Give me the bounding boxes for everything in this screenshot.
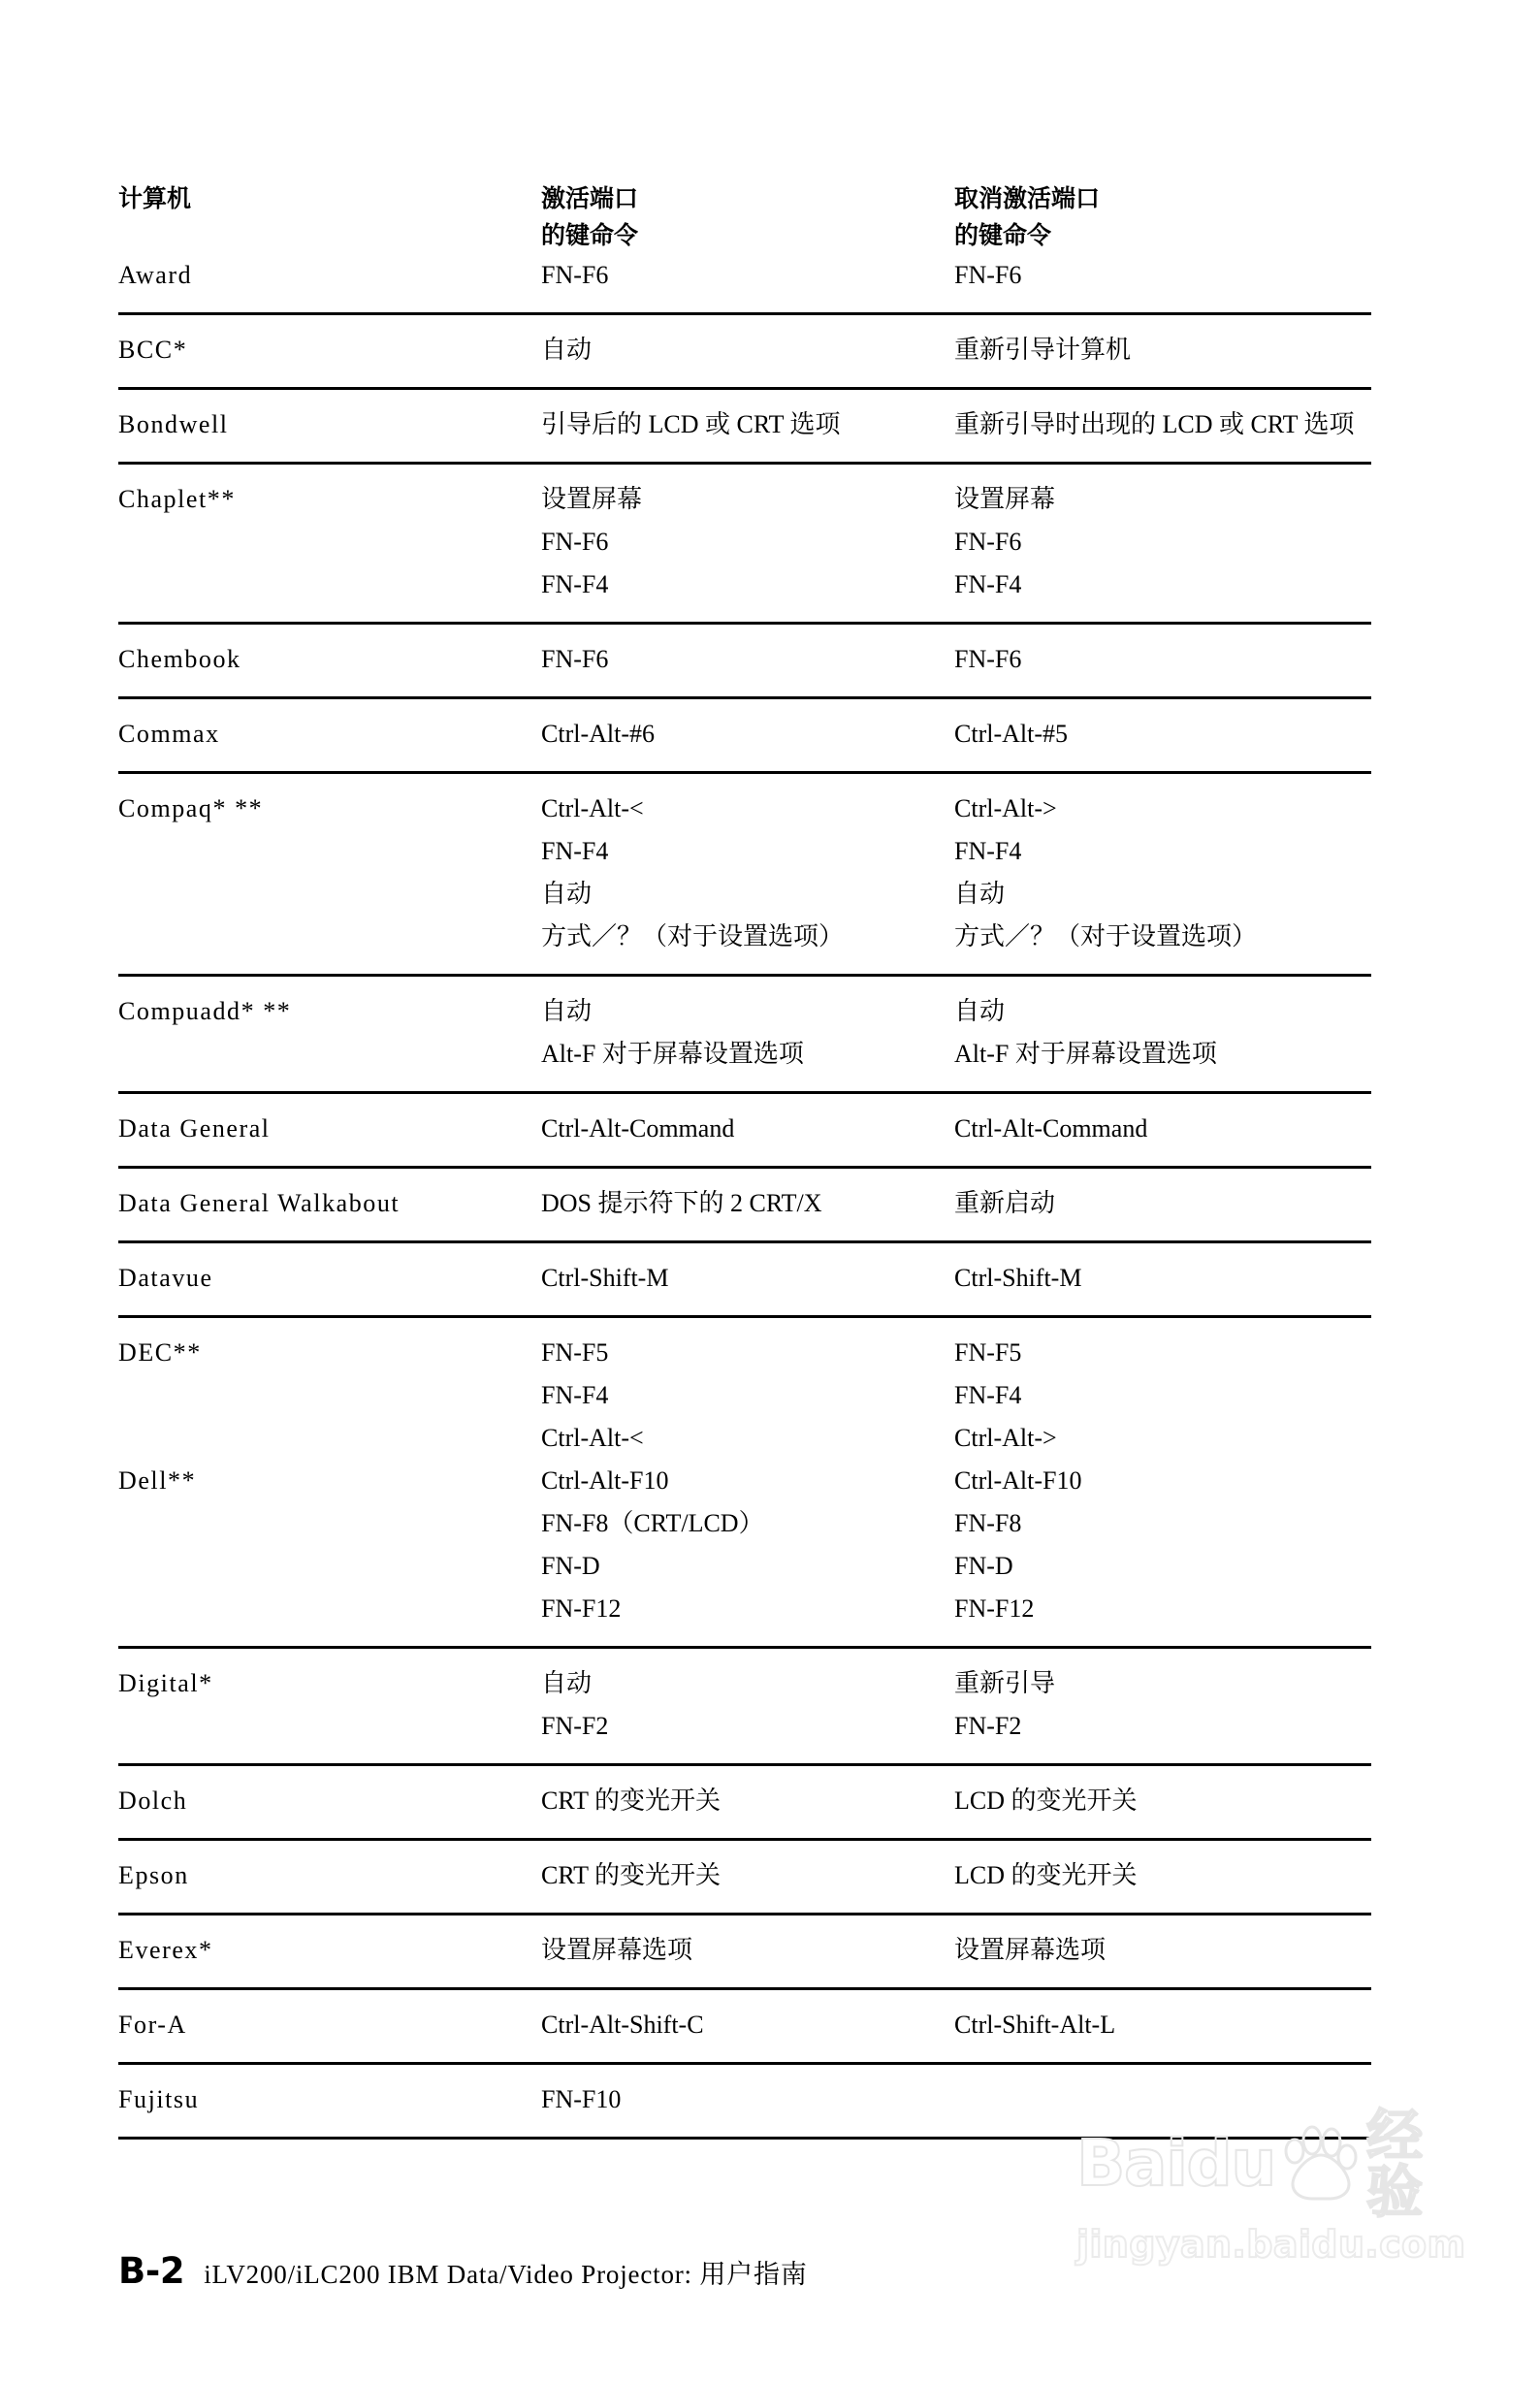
cell-computer-name <box>118 464 541 624</box>
command-line: Ctrl-Alt-Command <box>541 1114 735 1143</box>
computer-name-label: Chembook <box>118 645 241 673</box>
computer-name-label: Award <box>118 261 193 289</box>
column-header-deactivate-line2: 的键命令 <box>954 221 1052 249</box>
command-line: Alt-F 对于屏幕设置选项 <box>541 1040 804 1068</box>
command-line: FN-F4 <box>954 1381 1022 1409</box>
table-row <box>118 773 1371 976</box>
computer-name-label: Fujitsu <box>118 2085 200 2113</box>
command-line: 设置屏幕选项 <box>954 1936 1107 1964</box>
cell-deactivate-command <box>954 1989 1371 2064</box>
computer-name-label: Datavue <box>118 1264 213 1292</box>
table-header <box>118 180 1371 254</box>
column-header-activate <box>541 180 954 254</box>
command-line: 设置屏幕 <box>954 485 1056 513</box>
command-line: 自动 <box>541 336 593 364</box>
compatibility-table-wrapper <box>118 180 1371 2140</box>
column-header-computer <box>118 180 541 254</box>
command-line: Ctrl-Alt-> <box>954 794 1057 822</box>
command-line: Alt-F 对于屏幕设置选项 <box>954 1040 1217 1068</box>
cell-computer-name <box>118 1093 541 1168</box>
cell-activate-command <box>541 1242 954 1317</box>
table-row <box>118 1915 1371 1989</box>
table-row <box>118 1168 1371 1242</box>
table-row <box>118 1989 1371 2064</box>
cell-activate-command <box>541 1168 954 1242</box>
cell-deactivate-command <box>954 1093 1371 1168</box>
name-spacer <box>118 1374 541 1417</box>
cell-computer-name <box>118 1242 541 1317</box>
command-line: 方式／？（对于设置选项） <box>541 922 845 950</box>
table-row <box>118 2064 1371 2139</box>
table-row <box>118 464 1371 624</box>
computer-name-label-secondary: Dell** <box>118 1466 197 1495</box>
command-line: Ctrl-Shift-Alt-L <box>954 2011 1116 2039</box>
cell-deactivate-command <box>954 624 1371 698</box>
table-body <box>118 254 1371 2139</box>
watermark-url: jingyan.baidu.com <box>1076 2223 1466 2266</box>
cell-computer-name <box>118 624 541 698</box>
table-row <box>118 1765 1371 1840</box>
command-line: FN-F2 <box>954 1712 1022 1740</box>
watermark-brand-text: Baidu <box>1076 2126 1276 2201</box>
cell-computer-name <box>118 1168 541 1242</box>
cell-deactivate-command <box>954 773 1371 976</box>
computer-name-label: For-A <box>118 2011 187 2039</box>
cell-computer-name <box>118 1765 541 1840</box>
cell-deactivate-command <box>954 698 1371 773</box>
computer-name-label: Epson <box>118 1861 189 1889</box>
cell-deactivate-command <box>954 254 1371 314</box>
command-line: FN-F6 <box>541 645 609 673</box>
cell-activate-command <box>541 464 954 624</box>
cell-computer-name <box>118 1648 541 1765</box>
computer-name-label: Digital* <box>118 1669 213 1697</box>
cell-computer-name <box>118 1915 541 1989</box>
name-spacer <box>118 1417 541 1460</box>
table-row <box>118 1840 1371 1915</box>
cell-activate-command <box>541 624 954 698</box>
command-line: 重新引导计算机 <box>954 336 1132 364</box>
cell-computer-name <box>118 389 541 464</box>
computer-name-label: Bondwell <box>118 410 229 438</box>
table-row <box>118 1242 1371 1317</box>
computer-name-label: DEC** <box>118 1338 202 1367</box>
command-line: 方式／？（对于设置选项） <box>954 922 1258 950</box>
cell-deactivate-command <box>954 464 1371 624</box>
command-line: Ctrl-Alt-F10 <box>954 1466 1082 1495</box>
cell-activate-command <box>541 976 954 1093</box>
command-line: FN-F6 <box>954 261 1022 289</box>
computer-key-command-table <box>118 180 1371 2140</box>
command-line: 重新引导 <box>954 1669 1056 1697</box>
cell-activate-command <box>541 1093 954 1168</box>
command-line: Ctrl-Alt-Shift-C <box>541 2011 704 2039</box>
cell-activate-command <box>541 389 954 464</box>
cell-deactivate-command <box>954 2064 1371 2139</box>
command-line: Ctrl-Shift-M <box>954 1264 1082 1292</box>
command-line: 设置屏幕 <box>541 485 643 513</box>
footer-title: iLV200/iLC200 IBM Data/Video Projector: 用户指南 <box>204 2260 808 2289</box>
command-line: Ctrl-Alt-< <box>541 794 644 822</box>
table-row <box>118 1648 1371 1765</box>
command-line: 自动 <box>541 880 593 908</box>
cell-activate-command <box>541 1317 954 1648</box>
command-line: Ctrl-Alt-#6 <box>541 720 655 748</box>
computer-name-label: Compuadd* ** <box>118 997 292 1025</box>
cell-computer-name <box>118 1989 541 2064</box>
watermark-brand-cjk: 经验 <box>1366 2103 1424 2225</box>
command-line: FN-F4 <box>541 1381 609 1409</box>
page-number: B-2 <box>118 2250 185 2292</box>
cell-deactivate-command <box>954 1915 1371 1989</box>
computer-name-label: Everex* <box>118 1936 213 1964</box>
cell-deactivate-command <box>954 314 1371 389</box>
column-header-activate-line1: 激活端口 <box>541 184 639 212</box>
command-line: LCD 的变光开关 <box>954 1861 1138 1889</box>
cell-computer-name <box>118 2064 541 2139</box>
cell-activate-command <box>541 314 954 389</box>
column-header-deactivate <box>954 180 1371 254</box>
command-line: 重新引导时出现的 LCD 或 CRT 选项 <box>954 410 1355 438</box>
table-row <box>118 254 1371 314</box>
command-line: FN-D <box>954 1552 1013 1580</box>
command-line: FN-F5 <box>954 1338 1022 1367</box>
table-row <box>118 698 1371 773</box>
cell-activate-command <box>541 773 954 976</box>
cell-deactivate-command <box>954 1840 1371 1915</box>
cell-deactivate-command <box>954 976 1371 1093</box>
command-line: FN-F12 <box>541 1594 622 1623</box>
table-row <box>118 1093 1371 1168</box>
command-line: LCD 的变光开关 <box>954 1786 1138 1815</box>
column-header-activate-line2: 的键命令 <box>541 221 639 249</box>
command-line: Ctrl-Alt-#5 <box>954 720 1068 748</box>
command-line: FN-F6 <box>954 528 1022 556</box>
command-line: FN-F4 <box>954 570 1022 598</box>
cell-activate-command <box>541 1915 954 1989</box>
command-line: FN-F4 <box>954 837 1022 865</box>
cell-computer-name <box>118 1317 541 1648</box>
command-line: FN-F6 <box>541 261 609 289</box>
cell-activate-command <box>541 698 954 773</box>
cell-computer-name <box>118 314 541 389</box>
command-line: FN-F4 <box>541 570 609 598</box>
cell-activate-command <box>541 254 954 314</box>
command-line: DOS 提示符下的 2 CRT/X <box>541 1189 822 1217</box>
cell-deactivate-command <box>954 1168 1371 1242</box>
cell-computer-name <box>118 773 541 976</box>
table-row <box>118 314 1371 389</box>
cell-deactivate-command <box>954 1648 1371 1765</box>
command-line: FN-F6 <box>954 645 1022 673</box>
command-line: FN-F10 <box>541 2085 622 2113</box>
cell-deactivate-command <box>954 1317 1371 1648</box>
table-row <box>118 976 1371 1093</box>
computer-name-label: Dolch <box>118 1786 188 1815</box>
column-header-computer-line1: 计算机 <box>118 184 192 212</box>
cell-activate-command <box>541 1648 954 1765</box>
command-line: 重新启动 <box>954 1189 1056 1217</box>
table-row <box>118 1317 1371 1648</box>
command-line: FN-F5 <box>541 1338 609 1367</box>
command-line: 自动 <box>541 1669 593 1697</box>
computer-name-label: Data General Walkabout <box>118 1189 401 1217</box>
cell-activate-command <box>541 2064 954 2139</box>
command-line: 自动 <box>541 997 593 1025</box>
cell-computer-name <box>118 698 541 773</box>
column-header-deactivate-line1: 取消激活端口 <box>954 184 1101 212</box>
command-line: FN-D <box>541 1552 600 1580</box>
command-line: FN-F8 <box>954 1509 1022 1537</box>
command-line: FN-F12 <box>954 1594 1035 1623</box>
command-line: FN-F8（CRT/LCD） <box>541 1509 764 1537</box>
command-line: Ctrl-Alt-< <box>541 1424 644 1452</box>
cell-activate-command <box>541 1989 954 2064</box>
cell-deactivate-command <box>954 389 1371 464</box>
cell-computer-name <box>118 976 541 1093</box>
page-footer <box>118 2250 808 2292</box>
command-line: CRT 的变光开关 <box>541 1861 722 1889</box>
command-line: 引导后的 LCD 或 CRT 选项 <box>541 410 841 438</box>
cell-activate-command <box>541 1765 954 1840</box>
cell-deactivate-command <box>954 1242 1371 1317</box>
command-line: Ctrl-Alt-Command <box>954 1114 1148 1143</box>
command-line: CRT 的变光开关 <box>541 1786 722 1815</box>
computer-name-label: BCC* <box>118 336 188 364</box>
command-line: 设置屏幕选项 <box>541 1936 693 1964</box>
computer-name-label: Chaplet** <box>118 485 236 513</box>
cell-computer-name <box>118 1840 541 1915</box>
command-line: Ctrl-Alt-F10 <box>541 1466 669 1495</box>
table-header-row <box>118 180 1371 254</box>
computer-name-label: Compaq* ** <box>118 794 264 822</box>
command-line: FN-F6 <box>541 528 609 556</box>
computer-name-label: Commax <box>118 720 220 748</box>
command-line: Ctrl-Alt-> <box>954 1424 1057 1452</box>
cell-activate-command <box>541 1840 954 1915</box>
table-row <box>118 389 1371 464</box>
cell-computer-name <box>118 254 541 314</box>
command-line: FN-F4 <box>541 837 609 865</box>
command-line: Ctrl-Shift-M <box>541 1264 669 1292</box>
cell-deactivate-command <box>954 1765 1371 1840</box>
command-line: 自动 <box>954 997 1006 1025</box>
table-row <box>118 624 1371 698</box>
baidu-jingyan-watermark <box>1076 2103 1466 2333</box>
computer-name-label: Data General <box>118 1114 271 1143</box>
command-line: FN-F2 <box>541 1712 609 1740</box>
command-line: 自动 <box>954 880 1006 908</box>
